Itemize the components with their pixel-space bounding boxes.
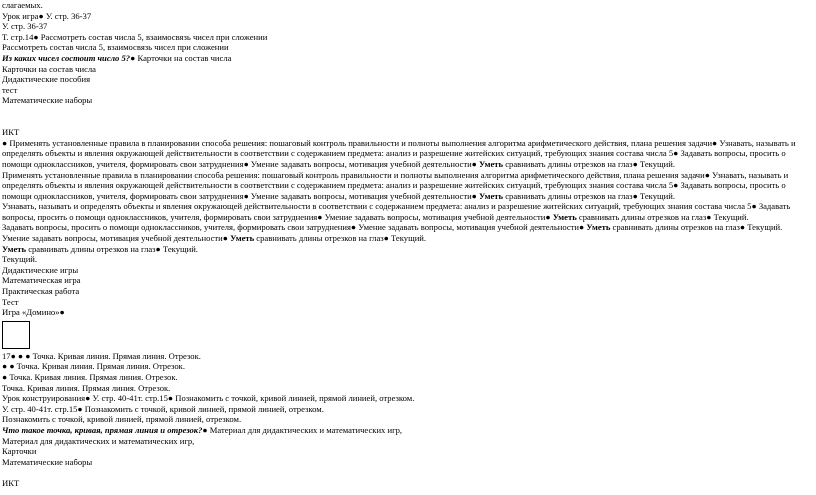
text-span: ● Материал для дидактических и математических игр, <box>202 424 403 435</box>
blank-line <box>2 106 816 117</box>
bold-term: Уметь <box>479 158 504 169</box>
text-line: Дидактические игры <box>2 264 79 275</box>
text-line: Тест <box>2 296 19 307</box>
text-line: Математическая игра <box>2 275 81 286</box>
question-text: Из каких чисел состоит число 5? <box>2 52 131 63</box>
text-line: Математические наборы <box>2 95 93 106</box>
paragraph <box>2 170 802 202</box>
text-span: Умение задавать вопросы, мотивация учебной деятельности● <box>2 233 231 244</box>
paragraph <box>2 222 802 233</box>
bold-term: Уметь <box>586 222 611 233</box>
bold-term: Уметь <box>479 190 504 201</box>
text-line: тест <box>2 84 18 95</box>
text-line: Т. стр.14● Рассмотреть состав числа 5, взаимосвязь чисел при сложении <box>2 31 268 42</box>
text-line: ИКТ <box>2 477 20 488</box>
bold-term: Уметь <box>2 243 27 254</box>
blank-line <box>2 117 816 128</box>
text-span: сравнивать длины отрезков на глаз● Текущий. <box>503 190 675 201</box>
blank-line <box>2 467 816 478</box>
text-span: сравнивать длины отрезков на глаз● Текущий. <box>503 158 675 169</box>
paragraph <box>2 138 802 170</box>
text-line: Урок игра● У. стр. 36-37 <box>2 10 92 21</box>
text-line: Игра «Домино»● <box>2 307 65 318</box>
text-span: сравнивать длины отрезков на глаз● Текущий. <box>610 222 783 233</box>
text-line: У. стр. 40-41т. стр.15● Познакомить с точкой, кривой линией, прямой линией, отрезком. <box>2 403 324 414</box>
paragraph <box>2 233 802 244</box>
text-span: сравнивать длины отрезков на глаз● Текущий. <box>576 211 749 222</box>
empty-table-cell <box>2 321 30 349</box>
text-span: сравнивать длины отрезков на глаз● Текущий. <box>254 233 427 244</box>
paragraph <box>2 244 816 255</box>
text-line: Математические наборы <box>2 456 93 467</box>
lesson-block-2 <box>2 138 816 318</box>
text-line: ● ● Точка. Кривая линия. Прямая линия. Отрезок. <box>2 361 185 372</box>
text-line: Карточки <box>2 446 37 457</box>
text-span: Применять установленные правила в планировании способа решения: пошаговый контроль правильности и полноты выполнения алгоритма арифметического действия, плана решения задачи● Узнавать, называть и определять объекты и явления окружающей действительности в соответствии с содержанием предмета: анализ и разрешение житейских ситуаций, требующих знания состава числа 5● Задавать вопросы, просить о помощи одноклассников, учителя, формировать свои затруднения● Умение задавать вопросы, мотивация учебной деятельности● <box>2 169 789 201</box>
text-line: Дидактические пособия <box>2 74 91 85</box>
question-line <box>2 53 816 64</box>
text-line: Познакомить с точкой, кривой линией, прямой линией, отрезком. <box>2 414 242 425</box>
lesson-block-3 <box>2 351 816 489</box>
text-line: 17● ● ● Точка. Кривая линия. Прямая линия. Отрезок. <box>2 350 201 361</box>
text-line: Практическая работа <box>2 286 80 297</box>
text-line: Текущий. <box>2 254 38 265</box>
bold-term: Уметь <box>230 233 255 244</box>
text-span: Узнавать, называть и определять объекты и явления окружающей действительности в соответствии с содержанием предмета: анализ и разрешение житейских ситуаций, требующих знания состава числа 5● Задавать вопросы, просить о помощи одноклассников, учителя, формировать свои затруднения● Умение задавать вопросы, мотивация учебной деятельности● <box>2 201 791 222</box>
question-text: Что такое точка, кривая, прямая линия и отрезок? <box>2 424 203 435</box>
text-span: ● Карточки на состав числа <box>130 52 232 63</box>
text-line: ИКТ <box>2 127 20 138</box>
text-span: Задавать вопросы, просить о помощи одноклассников, учителя, формировать свои затруднения● Умение задавать вопросы, мотивация учебной деятельности● <box>2 222 587 233</box>
text-line: Рассмотреть состав числа 5, взаимосвязь чисел при сложении <box>2 42 229 53</box>
text-line: Точка. Кривая линия. Прямая линия. Отрезок. <box>2 382 171 393</box>
text-span: сравнивать длины отрезков на глаз● Текущий. <box>26 243 198 254</box>
question-line <box>2 425 816 436</box>
bold-term: Уметь <box>552 211 577 222</box>
text-line: ● Точка. Кривая линия. Прямая линия. Отрезок. <box>2 372 178 382</box>
text-span: ● Применять установленные правила в планировании способа решения: пошаговый контроль правильности и полноты выполнения алгоритма арифметического действия, плана решения задачи● Узнавать, называть и определять объекты и явления окружающей действительности в соответствии с содержанием предмета: анализ и разрешение житейских ситуаций, требующих знания состава числа 5● Задавать вопросы, просить о помощи одноклассников, учителя, формировать свои затруднения● Умение задавать вопросы, мотивация учебной деятельности● <box>2 137 796 169</box>
text-line: Карточки на состав числа <box>2 63 96 74</box>
lesson-block-1 <box>2 0 816 138</box>
text-line: У. стр. 36-37 <box>2 21 48 32</box>
paragraph <box>2 201 802 222</box>
text-line: слагаемых. <box>2 0 43 10</box>
text-line: Материал для дидактических и математических игр, <box>2 435 195 446</box>
text-line: Урок конструирования● У. стр. 40-41т. стр.15● Познакомить с точкой, кривой линией, прямой линией, отрезком. <box>2 393 415 404</box>
